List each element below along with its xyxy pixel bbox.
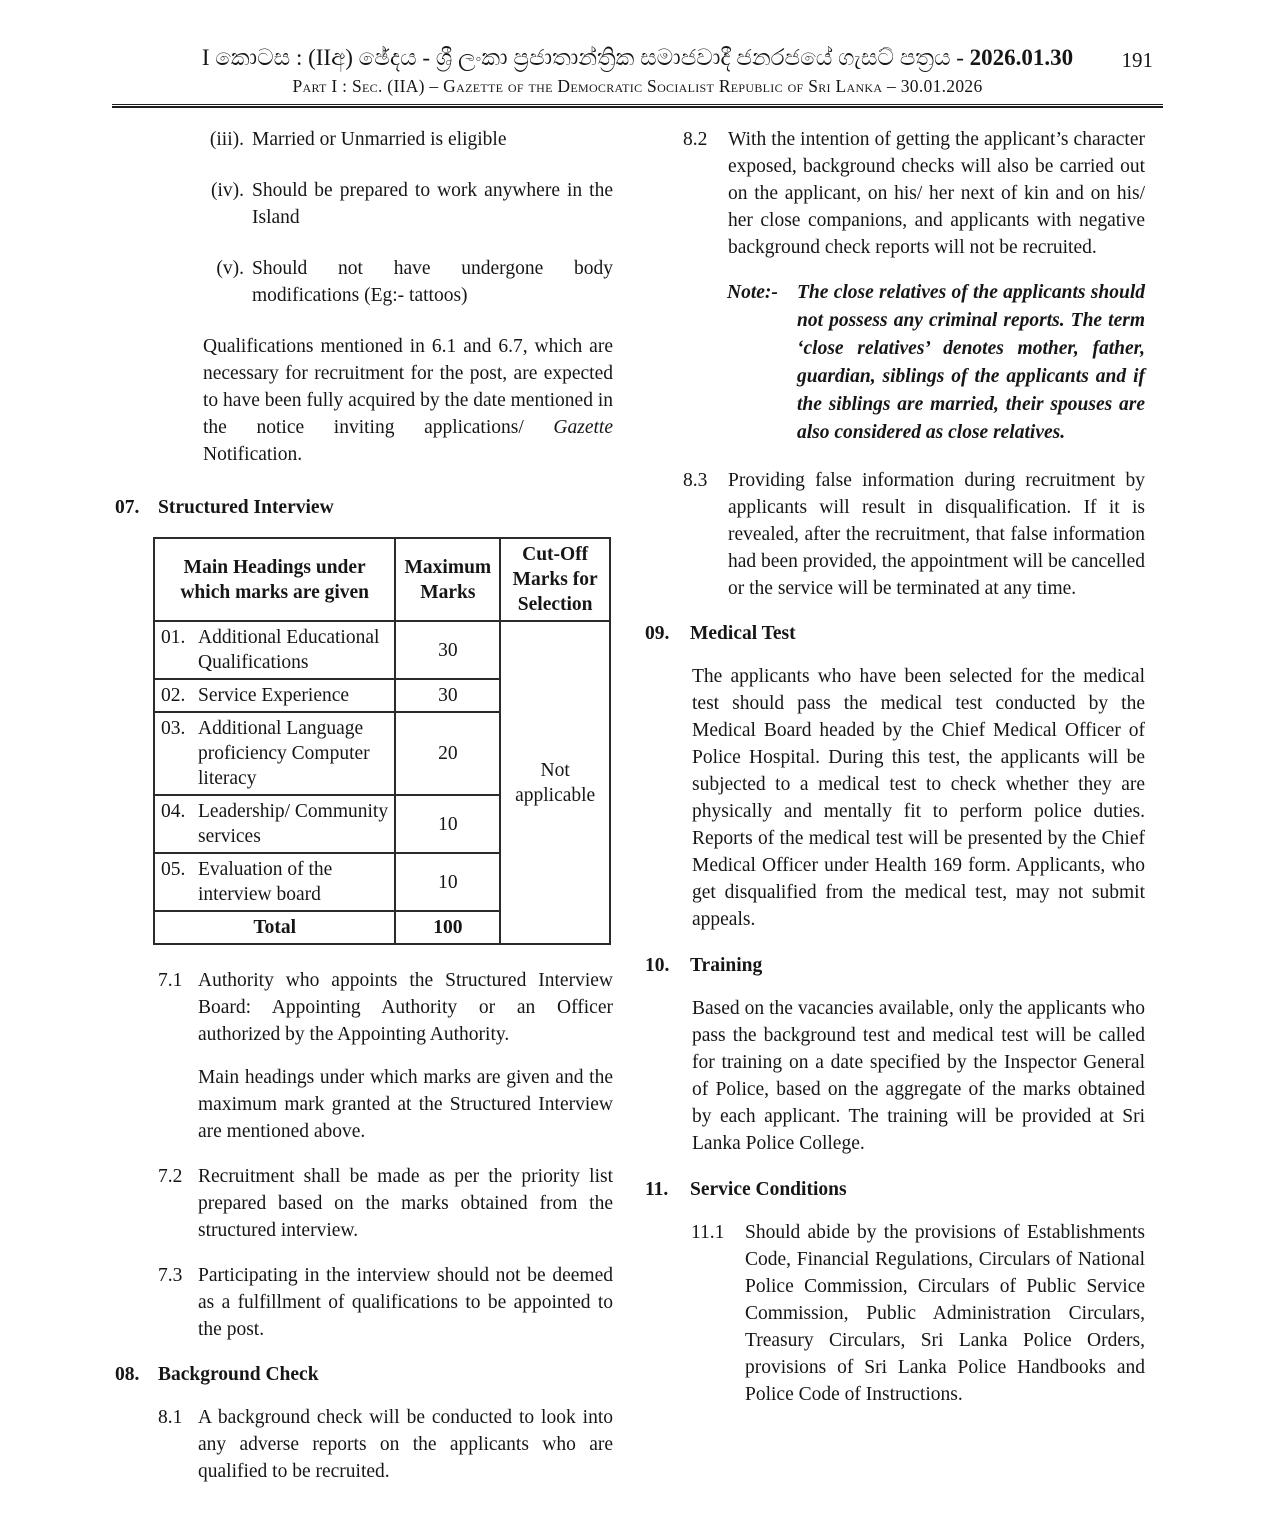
section-number: 11. [645,1179,669,1200]
header-rule [112,104,1163,108]
col-header-cutoff-marks: Cut-Off Marks for Selection [500,538,610,621]
section-number: 08. [115,1364,140,1385]
item-number: 8.2 [683,129,708,150]
section-title: Service Conditions [690,1179,847,1200]
section-number: 07. [115,497,140,518]
item-text: With the intention of getting the applicant’s character exposed, background checks will also be carried out on the applicant, on his/ her next of kin and on his/ her close companions, and applicants with negative background check reports will not be recruited. [728,129,1145,258]
item-7-3 [158,1262,613,1343]
cutoff-cell: Not applicable [500,621,610,944]
row-text: Service Experience [198,685,350,706]
marks-cell: 30 [395,679,500,712]
section-title: Structured Interview [158,497,334,518]
item-marker: (iii). [209,129,244,150]
table-header-row [154,538,610,621]
sinhala-title-date: 2026.01.30 [969,45,1074,70]
marks-cell: 30 [395,621,500,679]
item-number: 8.3 [683,470,708,491]
page-header [0,0,1275,108]
item-text: Married or Unmarried is eligible [252,129,507,150]
row-text: Leadership/ Community services [198,801,389,847]
item-text: Recruitment shall be made as per the priority list prepared based on the marks obtained from the structured interview. [198,1166,613,1241]
col-header-main-headings: Main Headings under which marks are given [154,538,395,621]
item-text: Should abide by the provisions of Establishments Code, Financial Regulations, Circulars of National Police Commission, Circulars of Public Service Commission, Public Administration Circulars, Treasury Circulars, Sri Lanka Police Orders, provisions of Sri Lanka Police Handbooks and Police Code of Instructions. [745,1222,1145,1405]
row-label [161,683,388,708]
two-column-body [0,108,1275,1503]
page-number: 191 [1121,48,1153,72]
item-8-2 [683,126,1145,261]
item-text: A background check will be conducted to look into any adverse reports on the applicants who are qualified to be recruited. [198,1407,613,1482]
medical-test-paragraph: The applicants who have been selected for the medical test should pass the medical test conducted by the Medical Board headed by the Chief Medical Officer of Police Hospital. During this test, the applicants will be subjected to a medical test to check whether they are physically and mentally fit to perform police duties. Reports of the medical test will be presented by the Chief Medical Officer under Health 169 form. Applicants, who get disqualified from the medical test, may not submit appeals. [692,666,1145,930]
row-number: 03. [161,718,186,739]
english-title: Part I : Sec. (IIA) – Gazette of the Democratic Socialist Republic of Sri Lanka – 30.01.2026 [292,76,983,96]
item-11-1 [691,1219,1145,1408]
note-label: Note:- [727,282,778,303]
row-number: 01. [161,627,186,648]
item-number: 11.1 [691,1222,725,1243]
row-text: Additional Educational Qualifications [198,627,380,673]
marks-cell: 10 [395,853,500,911]
item-marker: (iv). [210,180,244,201]
item-text: Should not have undergone body modifications (Eg:- tattoos) [252,258,613,306]
item-7-2 [158,1163,613,1244]
left-column [115,126,613,1503]
item-8-3 [683,467,1145,602]
item-text: Providing false information during recruitment by applicants will result in disqualification. If it is revealed, after the recruitment, that false information had been provided, the appointment will be cancelled or the service will be terminated at any time. [728,470,1145,599]
sinhala-title-text: I කොටස : (IIඅ) ඡේදය - ශ්‍රී ලංකා ප්‍රජාතාන්ත්‍රික සමාජවාදී ජනරජයේ ගැසට් පත්‍රය - [201,45,970,70]
note-block [727,279,1145,447]
item-text: Authority who appoints the Structured Interview Board: Appointing Authority or an Officer authorized by the Appointing Authority. [198,970,613,1045]
section-heading-08 [115,1361,613,1388]
qualifications-paragraph [203,333,613,468]
eligibility-item-iii [115,126,613,153]
section-heading-07 [115,494,613,521]
item-marker: (v). [216,258,244,279]
item-number: 7.1 [158,970,183,991]
section-title: Training [690,955,763,976]
col-header-maximum-marks: Maximum Marks [395,538,500,621]
row-text: Evaluation of the interview board [198,859,333,905]
marks-cell: 20 [395,712,500,795]
section-heading-10 [645,952,1145,979]
item-number: 7.2 [158,1166,183,1187]
total-label: Total [154,911,395,944]
item-text-2: Main headings under which marks are given and the maximum mark granted at the Structured Interview are mentioned above. [198,1067,613,1142]
marks-table [153,537,611,945]
qualifications-text: Qualifications mentioned in 6.1 and 6.7, which are necessary for recruitment for the post, are expected to have been fully acquired by the date mentioned in the notice inviting applications/ [203,336,613,438]
row-label [161,716,388,791]
right-column [645,126,1145,1503]
table-row [154,621,610,679]
row-number: 04. [161,801,186,822]
section-number: 10. [645,955,670,976]
row-label [161,857,388,907]
item-number: 8.1 [158,1407,183,1428]
item-number: 7.3 [158,1265,183,1286]
note-text: The close relatives of the applicants should not possess any criminal reports. The term ‘close relatives’ denotes mother, father, guardian, siblings of the applicants and if the siblings are married, their spouses are also considered as close relatives. [797,282,1145,443]
row-text: Additional Language proficiency Computer literacy [198,718,370,789]
row-number: 02. [161,685,186,706]
section-heading-09 [645,620,1145,647]
row-number: 05. [161,859,186,880]
section-title: Medical Test [690,623,796,644]
total-value: 100 [395,911,500,944]
item-8-1 [158,1404,613,1485]
item-text: Participating in the interview should not be deemed as a fulfillment of qualifications to be appointed to the post. [198,1265,613,1340]
eligibility-item-v [115,255,613,309]
training-paragraph: Based on the vacancies available, only the applicants who pass the background test and medical test will be called for training on a date specified by the Inspector General of Police, based on the aggregate of the marks obtained by each applicant. The training will be provided at Sri Lanka Police College. [692,998,1145,1154]
item-text: Should be prepared to work anywhere in the Island [252,180,613,228]
section-heading-11 [645,1176,1145,1203]
section-title: Background Check [158,1364,319,1385]
row-label [161,799,388,849]
sinhala-title [0,42,1275,74]
marks-cell: 10 [395,795,500,853]
item-7-1 [158,967,613,1145]
qualifications-text-after: Notification. [203,444,303,465]
eligibility-item-iv [115,177,613,231]
gazette-italic: Gazette [553,417,613,438]
row-label [161,625,388,675]
section-number: 09. [645,623,670,644]
